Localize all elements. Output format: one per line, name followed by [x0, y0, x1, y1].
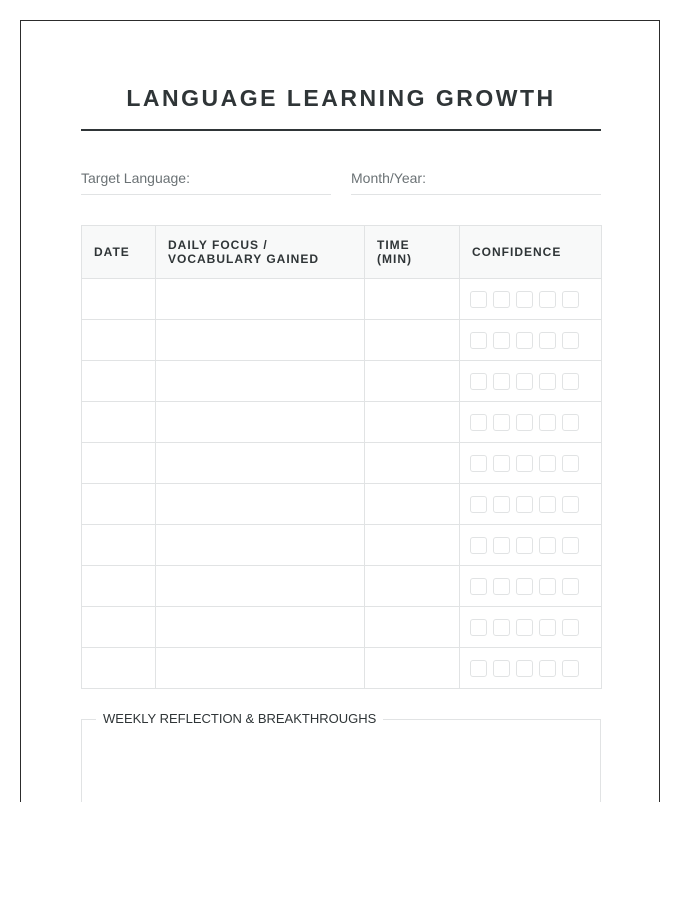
page-title: LANGUAGE LEARNING GROWTH	[126, 85, 556, 111]
time-cell[interactable]	[365, 279, 460, 320]
time-cell[interactable]	[365, 607, 460, 648]
daily-focus-cell[interactable]	[156, 648, 365, 689]
table-row	[82, 607, 602, 648]
confidence-checkbox[interactable]	[516, 414, 533, 431]
confidence-cell	[460, 279, 602, 320]
confidence-rating	[460, 660, 601, 677]
confidence-checkbox[interactable]	[470, 619, 487, 636]
confidence-checkbox[interactable]	[493, 496, 510, 513]
confidence-rating	[460, 455, 601, 472]
time-cell[interactable]	[365, 648, 460, 689]
date-cell[interactable]	[82, 402, 156, 443]
confidence-checkbox[interactable]	[539, 496, 556, 513]
date-cell[interactable]	[82, 443, 156, 484]
daily-focus-cell[interactable]	[156, 443, 365, 484]
header-confidence	[460, 226, 602, 279]
date-cell[interactable]	[82, 279, 156, 320]
daily-focus-cell[interactable]	[156, 484, 365, 525]
date-cell[interactable]	[82, 361, 156, 402]
confidence-checkbox[interactable]	[493, 619, 510, 636]
table-row	[82, 566, 602, 607]
confidence-checkbox[interactable]	[539, 332, 556, 349]
target-language-field[interactable]	[81, 167, 331, 195]
table-row	[82, 648, 602, 689]
time-cell[interactable]	[365, 525, 460, 566]
table-row	[82, 361, 602, 402]
month-year-label: Month/Year:	[351, 170, 426, 186]
date-cell[interactable]	[82, 484, 156, 525]
confidence-rating	[460, 537, 601, 554]
confidence-checkbox[interactable]	[493, 455, 510, 472]
confidence-checkbox[interactable]	[470, 496, 487, 513]
time-cell[interactable]	[365, 566, 460, 607]
header-focus-line1: DAILY FOCUS /	[168, 238, 268, 252]
time-cell[interactable]	[365, 484, 460, 525]
confidence-checkbox[interactable]	[562, 455, 579, 472]
confidence-checkbox[interactable]	[493, 537, 510, 554]
confidence-checkbox[interactable]	[539, 414, 556, 431]
confidence-checkbox[interactable]	[493, 291, 510, 308]
confidence-cell	[460, 566, 602, 607]
daily-focus-cell[interactable]	[156, 402, 365, 443]
confidence-checkbox[interactable]	[539, 619, 556, 636]
confidence-checkbox[interactable]	[539, 373, 556, 390]
learning-log-table	[81, 225, 602, 689]
confidence-checkbox[interactable]	[470, 455, 487, 472]
table-body	[82, 279, 602, 689]
daily-focus-cell[interactable]	[156, 279, 365, 320]
confidence-cell	[460, 648, 602, 689]
date-cell[interactable]	[82, 525, 156, 566]
confidence-checkbox[interactable]	[516, 537, 533, 554]
confidence-checkbox[interactable]	[562, 578, 579, 595]
table-row	[82, 525, 602, 566]
weekly-reflection-box[interactable]	[81, 711, 601, 802]
confidence-checkbox[interactable]	[516, 660, 533, 677]
daily-focus-cell[interactable]	[156, 566, 365, 607]
daily-focus-cell[interactable]	[156, 361, 365, 402]
table-row	[82, 484, 602, 525]
table-row	[82, 279, 602, 320]
confidence-rating	[460, 291, 601, 308]
confidence-checkbox[interactable]	[562, 373, 579, 390]
confidence-checkbox[interactable]	[539, 291, 556, 308]
header-date-label: DATE	[94, 245, 130, 259]
header-focus-line2: VOCABULARY GAINED	[168, 252, 320, 266]
time-cell[interactable]	[365, 361, 460, 402]
time-cell[interactable]	[365, 320, 460, 361]
confidence-rating	[460, 619, 601, 636]
confidence-checkbox[interactable]	[470, 291, 487, 308]
month-year-field[interactable]	[351, 167, 601, 195]
confidence-rating	[460, 373, 601, 390]
date-cell[interactable]	[82, 648, 156, 689]
table-row	[82, 402, 602, 443]
worksheet-page	[20, 20, 660, 802]
daily-focus-cell[interactable]	[156, 525, 365, 566]
confidence-checkbox[interactable]	[470, 332, 487, 349]
confidence-cell	[460, 525, 602, 566]
confidence-checkbox[interactable]	[539, 537, 556, 554]
confidence-checkbox[interactable]	[562, 537, 579, 554]
confidence-checkbox[interactable]	[516, 619, 533, 636]
confidence-cell	[460, 361, 602, 402]
confidence-checkbox[interactable]	[493, 660, 510, 677]
confidence-checkbox[interactable]	[470, 578, 487, 595]
confidence-checkbox[interactable]	[470, 537, 487, 554]
confidence-checkbox[interactable]	[539, 578, 556, 595]
confidence-rating	[460, 332, 601, 349]
confidence-cell	[460, 443, 602, 484]
confidence-checkbox[interactable]	[539, 660, 556, 677]
confidence-rating	[460, 578, 601, 595]
header-date	[82, 226, 156, 279]
confidence-checkbox[interactable]	[562, 496, 579, 513]
confidence-checkbox[interactable]	[539, 455, 556, 472]
header-time-line2: (MIN)	[377, 252, 412, 266]
target-language-label: Target Language:	[81, 170, 190, 186]
date-cell[interactable]	[82, 607, 156, 648]
header-confidence-label: CONFIDENCE	[472, 245, 562, 259]
date-cell[interactable]	[82, 566, 156, 607]
time-cell[interactable]	[365, 443, 460, 484]
header-time	[365, 226, 460, 279]
confidence-checkbox[interactable]	[516, 291, 533, 308]
confidence-checkbox[interactable]	[493, 578, 510, 595]
confidence-checkbox[interactable]	[562, 291, 579, 308]
table-row	[82, 443, 602, 484]
confidence-checkbox[interactable]	[470, 373, 487, 390]
confidence-checkbox[interactable]	[493, 332, 510, 349]
confidence-checkbox[interactable]	[493, 414, 510, 431]
confidence-checkbox[interactable]	[516, 455, 533, 472]
confidence-rating	[460, 496, 601, 513]
daily-focus-cell[interactable]	[156, 320, 365, 361]
confidence-checkbox[interactable]	[516, 578, 533, 595]
confidence-checkbox[interactable]	[493, 373, 510, 390]
confidence-cell	[460, 402, 602, 443]
confidence-checkbox[interactable]	[470, 414, 487, 431]
time-cell[interactable]	[365, 402, 460, 443]
confidence-checkbox[interactable]	[516, 496, 533, 513]
confidence-checkbox[interactable]	[562, 414, 579, 431]
confidence-checkbox[interactable]	[516, 332, 533, 349]
confidence-checkbox[interactable]	[562, 619, 579, 636]
title-divider	[81, 129, 601, 131]
confidence-checkbox[interactable]	[516, 373, 533, 390]
confidence-checkbox[interactable]	[470, 660, 487, 677]
confidence-cell	[460, 320, 602, 361]
reflection-label: WEEKLY REFLECTION & BREAKTHROUGHS	[96, 711, 383, 727]
table-header-row	[82, 226, 602, 279]
table-row	[82, 320, 602, 361]
daily-focus-cell[interactable]	[156, 607, 365, 648]
confidence-checkbox[interactable]	[562, 660, 579, 677]
header-time-line1: TIME	[377, 238, 410, 252]
date-cell[interactable]	[82, 320, 156, 361]
confidence-cell	[460, 484, 602, 525]
confidence-cell	[460, 607, 602, 648]
header-daily-focus	[156, 226, 365, 279]
confidence-checkbox[interactable]	[562, 332, 579, 349]
confidence-rating	[460, 414, 601, 431]
